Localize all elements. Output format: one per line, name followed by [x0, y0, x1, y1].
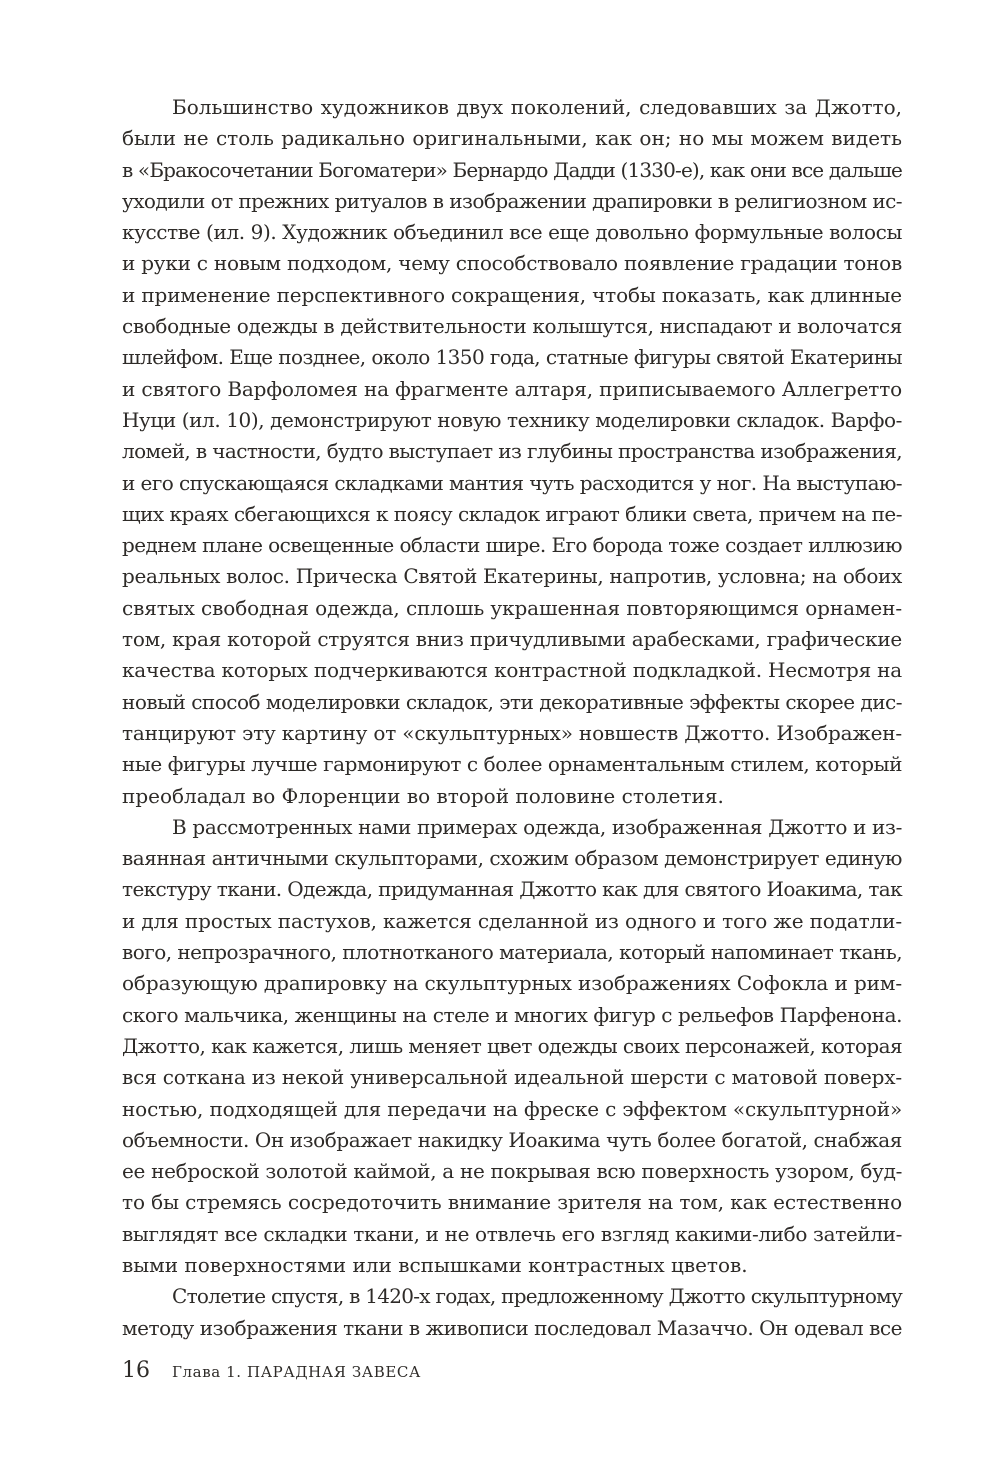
- text-line: свободные одежды в действительности колышутся, ниспадают и волочатся: [122, 314, 903, 339]
- text-line: ваянная античными скульпторами, схожим образом демонстрирует единую: [122, 846, 902, 871]
- text-line: реднем плане освещенные области шире. Его борода тоже создает иллюзию: [122, 533, 903, 558]
- text-line: ные фигуры лучше гармонируют с более орнаментальным стилем, который: [122, 752, 903, 777]
- text-line: в «Бракосочетании Богоматери» Бернардо Дадди (1330-е), как они все дальше: [122, 157, 903, 182]
- page-number: 16: [122, 1358, 150, 1383]
- text-line: вого, непрозрачного, плотнотканого материала, который напоминает ткань,: [122, 940, 903, 965]
- body-text: [122, 92, 902, 1344]
- text-line: щих краях сбегающихся к поясу складок играют блики света, причем на пе-: [122, 501, 902, 526]
- text-line: образующую драпировку на скульптурных изображениях Софокла и рим-: [122, 971, 903, 996]
- running-head: Глава 1. ПАРАДНАЯ ЗАВЕСА: [172, 1363, 421, 1381]
- text-line: и руки с новым подходом, чему способствовало появление градации тонов: [122, 251, 902, 276]
- text-line: Нуци (ил. 10), демонстрируют новую технику моделировки складок. Варфо-: [122, 407, 903, 432]
- page-footer: [122, 1358, 421, 1388]
- text-line: Большинство художников двух поколений, следовавших за Джотто,: [172, 95, 902, 119]
- text-line: святых свободная одежда, сплошь украшенная повторяющимся орнамен-: [122, 595, 902, 620]
- text-line: шлейфом. Еще позднее, около 1350 года, статные фигуры святой Екатерины: [122, 345, 902, 370]
- text-line: вся соткана из некой универсальной идеальной шерсти с матовой поверх-: [122, 1065, 902, 1090]
- text-line: и для простых пастухов, кажется сделанной из одного и того же податли-: [122, 908, 903, 933]
- text-line: то бы стремясь сосредоточить внимание зрителя на том, как естественно: [122, 1190, 903, 1215]
- paragraph-1: [122, 92, 902, 812]
- text-line: уходили от прежних ритуалов в изображении драпировки в религиозном ис-: [122, 188, 902, 213]
- text-line: объемности. Он изображает накидку Иоакима чуть более богатой, снабжая: [122, 1127, 902, 1152]
- text-line: и применение перспективного сокращения, чтобы показать, как длинные: [122, 282, 902, 307]
- text-line: были не столь радикально оригинальными, как он; но мы можем видеть: [122, 126, 902, 151]
- text-line: текстуру ткани. Одежда, придуманная Джотто как для святого Иоакима, так: [122, 877, 902, 902]
- text-line: качества которых подчеркиваются контрастной подкладкой. Несмотря на: [122, 658, 902, 683]
- text-line: выми поверхностями или вспышками контрастных цветов.: [122, 1252, 748, 1277]
- text-line: ского мальчика, женщины на стеле и многих фигур с рельефов Парфенона.: [122, 1002, 903, 1027]
- text-line: танцируют эту картину от «скульптурных» новшеств Джотто. Изображен-: [122, 720, 902, 745]
- text-line: ностью, подходящей для передачи на фреске с эффектом «скульптурной»: [122, 1096, 903, 1121]
- text-line: и его спускающаяся складками мантия чуть расходится у ног. На выступаю-: [122, 470, 902, 495]
- text-line: реальных волос. Прическа Святой Екатерины, напротив, условна; на обоих: [122, 564, 902, 589]
- text-line: выглядят все складки ткани, и не отвлечь его взгляд какими-либо затейли-: [122, 1221, 903, 1246]
- text-line: новый способ моделировки складок, эти декоративные эффекты скорее дис-: [122, 689, 902, 714]
- paragraph-3: [122, 1281, 902, 1344]
- text-line: В рассмотренных нами примерах одежда, изображенная Джотто и из-: [172, 814, 902, 839]
- text-line: преобладал во Флоренции во второй половине столетия.: [122, 783, 724, 808]
- text-line: и святого Варфоломея на фрагменте алтаря, приписываемого Аллегретто: [122, 376, 903, 401]
- text-line: Столетие спустя, в 1420-х годах, предложенному Джотто скульптурному: [172, 1284, 902, 1309]
- text-line: кусстве (ил. 9). Художник объединил все еще довольно формульные волосы: [122, 220, 902, 245]
- text-line: ее неброской золотой каймой, а не покрывая всю поверхность узором, буд-: [122, 1159, 903, 1184]
- paragraph-2: [122, 812, 902, 1281]
- text-line: том, края которой струятся вниз причудливыми арабесками, графические: [122, 627, 903, 652]
- text-line: ломей, в частности, будто выступает из глубины пространства изображения,: [122, 439, 903, 464]
- text-line: методу изображения ткани в живописи последовал Мазаччо. Он одевал все: [122, 1315, 902, 1340]
- text-line: Джотто, как кажется, лишь меняет цвет одежды своих персонажей, которая: [122, 1033, 903, 1058]
